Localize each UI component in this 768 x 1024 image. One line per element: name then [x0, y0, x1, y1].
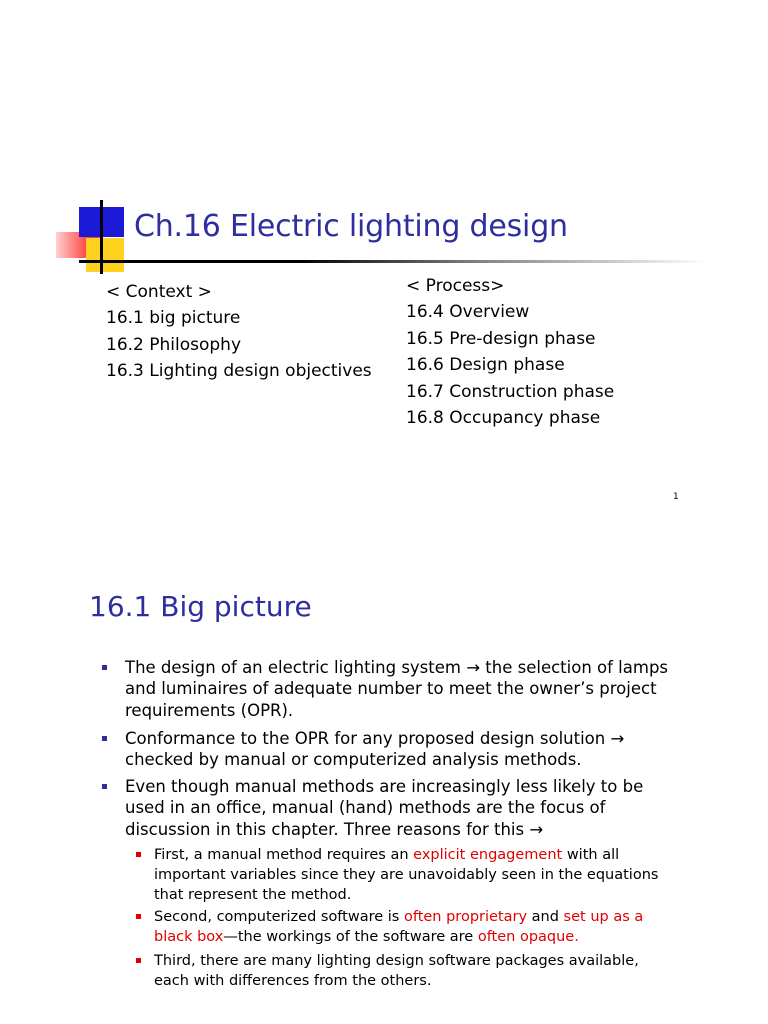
process-item: 16.6 Design phase [406, 355, 565, 376]
arrow-icon: → [610, 729, 625, 748]
bullet-square-icon [102, 665, 107, 670]
sub-bullet-text: Second, computerized software is [154, 909, 404, 925]
process-item: 16.4 Overview [406, 302, 530, 323]
emphasis-text: often opaque. [477, 929, 579, 945]
sub-bullet-text: —the workings of the software are [223, 929, 478, 945]
process-item: 16.5 Pre-design phase [406, 328, 596, 349]
sub-bullet-item [154, 951, 674, 991]
bullet-item [125, 776, 685, 840]
context-item: 16.2 Philosophy [106, 334, 242, 355]
arrow-icon: → [529, 819, 544, 839]
bullet-text: checked by manual or computerized analysis methods. [125, 750, 582, 770]
emphasis-text: explicit engagement [413, 847, 563, 863]
sub-bullet-square-icon [136, 958, 141, 963]
slide-1-title: Ch.16 Electric lighting design [134, 209, 568, 244]
arrow-icon: → [466, 658, 481, 677]
bullet-text: The design of an electric lighting system [125, 658, 467, 677]
sub-bullet-text: and [527, 909, 564, 925]
decoration-horizontal-line [79, 260, 709, 263]
process-item: 16.8 Occupancy phase [406, 408, 601, 429]
decoration-yellow-square [86, 238, 124, 272]
page-number: 1 [673, 492, 679, 502]
bullet-text: Conformance to the OPR for any proposed design solution [125, 729, 611, 748]
slide-2 [0, 540, 768, 1024]
sub-bullet-text: with all important variables since they are unavoidably seen in the equations that represent the method. [154, 847, 659, 903]
process-column [406, 273, 614, 431]
sub-bullet-text: Third, there are many lighting design software packages available, each with differences from the others. [154, 953, 639, 989]
sub-bullet-square-icon [136, 852, 141, 857]
sub-bullet-square-icon [136, 914, 141, 919]
context-column [106, 279, 372, 385]
sub-bullet-item [154, 907, 674, 947]
emphasis-text: set up as a black box [154, 909, 644, 945]
context-item: 16.3 Lighting design objectives [106, 361, 372, 382]
bullet-square-icon [102, 736, 107, 741]
context-header: < Context > [106, 282, 212, 302]
process-item: 16.7 Construction phase [406, 381, 615, 402]
process-header: < Process> [406, 276, 505, 296]
sub-bullet-item [154, 845, 674, 905]
bullet-item [125, 728, 685, 771]
sub-bullet-text: First, a manual method requires an [154, 847, 414, 863]
slide-2-title: 16.1 Big picture [89, 590, 312, 623]
emphasis-text: often proprietary [403, 909, 528, 925]
context-item: 16.1 big picture [106, 308, 241, 329]
bullet-text: the selection of lamps and luminaires of adequate number to meet the owner’s project requirements (OPR). [125, 658, 669, 720]
title-decoration [0, 0, 768, 300]
bullet-item [125, 657, 685, 721]
bullet-text: Even though manual methods are increasingly less likely to be used in an office, manual (hand) methods are the focus of discussion in this chapter. Three reasons for this [125, 777, 644, 839]
bullet-square-icon [102, 784, 107, 789]
